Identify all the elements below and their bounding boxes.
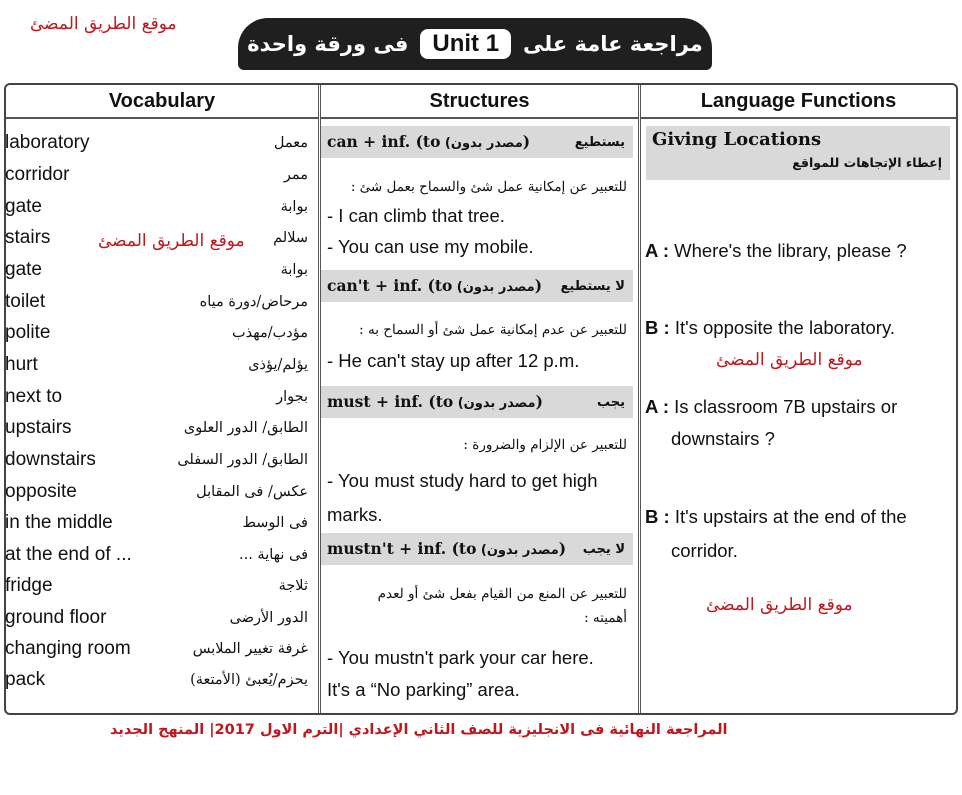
vocab-row	[2, 444, 312, 475]
watermark-vocab: موقع الطريق المضئ	[98, 231, 245, 251]
vocab-row	[2, 381, 312, 412]
vocab-ar: معمل	[273, 134, 308, 151]
header-vocabulary: Vocabulary	[6, 85, 318, 119]
vocab-en: ground floor	[5, 606, 107, 628]
vocab-en: upstairs	[5, 416, 72, 438]
footer-caption: المراجعة النهائية فى الانجليزية للصف الثاني الإعدادي |الترم الاول 2017| المنهج الجديد	[110, 722, 728, 738]
vocab-row	[2, 222, 312, 253]
vocab-ar: الطابق/ الدور العلوى	[183, 419, 308, 436]
vocab-en: pack	[5, 668, 46, 690]
structure-example: - He can't stay up after 12 p.m.	[327, 350, 580, 371]
vocab-row	[2, 507, 312, 538]
title-banner	[238, 18, 712, 70]
structure-meaning: لا يجب	[582, 541, 625, 557]
header-language-functions: Language Functions	[641, 85, 956, 119]
structure-example: - I can climb that tree.	[327, 205, 505, 226]
structure-explanation: للتعبير عن المنع من القيام بفعل شئ أو لعدم	[377, 586, 627, 602]
vocab-en: changing room	[5, 637, 131, 659]
vocab-ar: يؤلم/يؤذى	[248, 356, 308, 373]
vocab-row	[2, 159, 312, 190]
banner-text-right: مراجعة عامة على	[523, 32, 703, 56]
vocab-ar: مرحاض/دورة مياه	[199, 293, 308, 310]
structure-formula-bar	[321, 270, 633, 302]
vocab-ar: سلالم	[273, 229, 308, 246]
vocab-en: next to	[5, 385, 63, 407]
vocab-ar: بوابة	[280, 198, 308, 215]
watermark-lang-2: موقع الطريق المضئ	[706, 595, 853, 615]
structure-example: - You must study hard to get high	[327, 470, 598, 491]
structure-formula: can't + inf. (to (مصدر بدون)	[327, 276, 543, 295]
vocab-en: laboratory	[5, 131, 90, 153]
vocab-en: in the middle	[5, 511, 113, 533]
structure-explanation: للتعبير عن عدم إمكانية عمل شئ أو السماح به :	[359, 322, 627, 338]
dialogue-line: B : It's opposite the laboratory.	[645, 317, 895, 338]
vocab-en: fridge	[5, 574, 53, 596]
header-structures: Structures	[321, 85, 638, 119]
vocab-row	[2, 476, 312, 507]
vocab-row	[2, 349, 312, 380]
unit-badge: Unit 1	[420, 29, 511, 59]
vocab-row	[2, 633, 312, 664]
vocab-row	[2, 570, 312, 601]
structure-meaning: يستطيع	[574, 134, 625, 150]
structure-example: It's a “No parking” area.	[327, 679, 520, 700]
watermark-lang-1: موقع الطريق المضئ	[716, 350, 863, 370]
vocab-row	[2, 127, 312, 158]
vocab-ar: ثلاجة	[278, 577, 308, 594]
vocab-ar: الطابق/ الدور السفلى	[177, 451, 308, 468]
vocab-ar: فى الوسط	[242, 514, 308, 531]
vocab-en: at the end of ...	[5, 543, 132, 565]
vocab-ar: يحزم/يُعبئ (الأمتعة)	[190, 671, 308, 688]
structure-example: - You can use my mobile.	[327, 236, 534, 257]
structure-formula: mustn't + inf. (to (مصدر بدون)	[327, 539, 567, 558]
structure-example: - You mustn't park your car here.	[327, 647, 594, 668]
vocab-en: gate	[5, 258, 42, 280]
dialogue-line: A : Is classroom 7B upstairs or	[645, 396, 898, 417]
dialogue-line: B : It's upstairs at the end of the	[645, 506, 907, 527]
structure-formula-bar	[321, 533, 633, 565]
structure-meaning: لا يستطيع	[560, 278, 625, 294]
structure-formula: can + inf. (to (مصدر بدون)	[327, 132, 531, 151]
vocab-row	[2, 191, 312, 222]
structure-example: marks.	[327, 504, 383, 525]
function-title: Giving Locations	[652, 129, 822, 150]
vocab-ar: مؤدب/مهذب	[232, 324, 308, 341]
dialogue-line: A : Where's the library, please ?	[645, 240, 907, 261]
vocab-ar: الدور الأرضى	[229, 609, 308, 626]
structure-explanation: للتعبير عن إمكانية عمل شئ والسماح بعمل شئ :	[350, 179, 627, 195]
vocab-ar: بجوار	[276, 388, 308, 405]
vocab-en: downstairs	[5, 448, 96, 470]
watermark-top-left: موقع الطريق المضئ	[30, 14, 177, 34]
function-title-ar: إعطاء الإتجاهات للمواقع	[792, 155, 942, 170]
structure-formula: must + inf. (to (مصدر بدون)	[327, 392, 543, 411]
vocab-row	[2, 602, 312, 633]
vocab-en: corridor	[5, 163, 70, 185]
banner-text-left: فى ورقة واحدة	[247, 32, 409, 56]
structure-explanation: للتعبير عن الإلزام والضرورة :	[463, 437, 627, 453]
vocab-ar: عكس/ فى المقابل	[196, 483, 308, 500]
vocab-en: gate	[5, 195, 42, 217]
vocab-row	[2, 286, 312, 317]
vocab-en: stairs	[5, 226, 51, 248]
structure-meaning: يجب	[596, 394, 625, 410]
vocab-row	[2, 254, 312, 285]
column-divider	[638, 85, 641, 713]
dialogue-line: downstairs ?	[671, 428, 775, 449]
vocab-row	[2, 539, 312, 570]
vocab-row	[2, 317, 312, 348]
vocab-ar: فى نهاية ...	[238, 546, 308, 563]
vocab-en: toilet	[5, 290, 46, 312]
vocab-ar: بوابة	[280, 261, 308, 278]
vocab-en: hurt	[5, 353, 38, 375]
vocab-ar: ممر	[283, 166, 308, 183]
structure-explanation: أهميته :	[584, 610, 627, 626]
vocab-en: polite	[5, 321, 51, 343]
structure-formula-bar	[321, 126, 633, 158]
vocab-ar: غرفة تغيير الملابس	[192, 640, 308, 657]
vocab-row	[2, 412, 312, 443]
vocab-en: opposite	[5, 480, 77, 502]
structure-formula-bar	[321, 386, 633, 418]
vocab-row	[2, 664, 312, 695]
dialogue-line: corridor.	[671, 540, 738, 561]
